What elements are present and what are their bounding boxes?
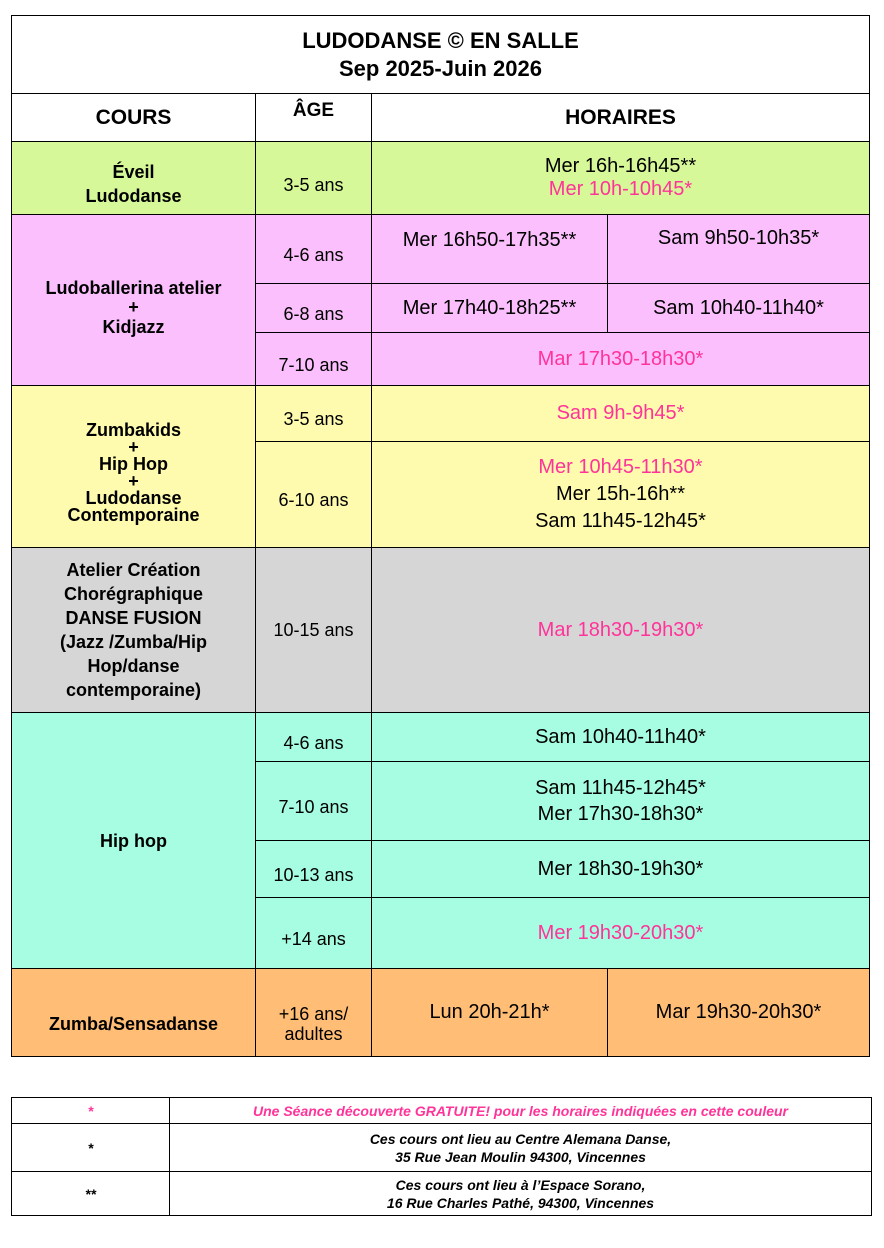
course-eveil-line1: Éveil [112, 162, 155, 182]
schedule-cell: Sam 9h50-10h35* [608, 215, 870, 284]
age-cell: 6-10 ans [256, 442, 372, 548]
course-ballerina-line1: Ludoballerina atelier [45, 277, 222, 298]
age-cell: 3-5 ans [256, 142, 372, 215]
schedule-cell-free: Sam 9h-9h45* [372, 386, 870, 442]
schedule-cell: Sam 10h40-11h40* [608, 284, 870, 333]
schedule-cell-free: Mer 19h30-20h30* [372, 898, 870, 969]
title-line1: LUDODANSE © EN SALLE [302, 27, 579, 53]
course-atelier-line5: Hop/danse [87, 656, 180, 676]
course-atelier-line3: DANSE FUSION [65, 608, 202, 628]
age-cell: 3-5 ans [256, 386, 372, 442]
age-cell: 6-8 ans [256, 284, 372, 333]
legend-symbol: ** [12, 1172, 170, 1216]
legend-row-sorano [12, 1172, 872, 1216]
course-atelier-line6: contemporaine) [65, 680, 202, 700]
course-hiphop: Hip hop [12, 713, 256, 969]
legend-symbol: * [12, 1124, 170, 1172]
legend-line: Ces cours ont lieu au Centre Alemana Danse, [369, 1130, 672, 1147]
age-cell: 10-13 ans [256, 841, 372, 898]
course-zumbakids [12, 386, 256, 548]
course-zumba: Zumba/Sensadanse [12, 969, 256, 1057]
schedule-title [12, 16, 870, 94]
course-zumbakids-line1: Zumbakids [85, 419, 182, 440]
course-eveil-line2: Ludodanse [85, 186, 182, 206]
course-zumbakids-line3: Ludodanse [85, 487, 182, 508]
legend-line: Ces cours ont lieu à l’Espace Sorano, [395, 1176, 646, 1193]
header-cours: COURS [12, 94, 256, 142]
schedule-cell: Mar 19h30-20h30* [608, 969, 870, 1057]
legend-text [170, 1124, 872, 1172]
title-line2: Sep 2025-Juin 2026 [338, 55, 542, 81]
schedule-cell: Sam 10h40-11h40* [372, 713, 870, 762]
course-zumbakids-line2: Hip Hop [99, 453, 168, 474]
course-atelier-line1: Atelier Création [66, 560, 201, 580]
schedule-table [11, 15, 870, 1057]
slot-text-free: Mer 10h45-11h30* [538, 456, 703, 478]
course-zumbakids-line4: Contemporaine [67, 504, 200, 525]
course-atelier-line4: (Jazz /Zumba/Hip [59, 632, 207, 652]
plus-sign: + [128, 470, 139, 491]
schedule-cell: Mer 16h50-17h35** [372, 215, 608, 284]
row-atelier [12, 548, 870, 713]
row-zumba [12, 969, 870, 1057]
schedule-cell [372, 442, 870, 548]
legend-line: 16 Rue Charles Pathé, 94300, Vincennes [386, 1194, 655, 1211]
slot-text: Mer 15h-16h** [556, 483, 685, 505]
age-line2: adultes [284, 1023, 343, 1044]
legend-row-alemana [12, 1124, 872, 1172]
age-cell: 7-10 ans [256, 333, 372, 386]
schedule-cell: Lun 20h-21h* [372, 969, 608, 1057]
slot-text-free: Mer 10h-10h45* [548, 178, 693, 200]
age-line1: +16 ans/ [278, 1003, 349, 1024]
slot-text: Mer 16h-16h45** [544, 155, 697, 177]
age-cell [256, 969, 372, 1057]
row-ballerina-1 [12, 215, 870, 284]
age-cell: 7-10 ans [256, 762, 372, 841]
schedule-cell [372, 762, 870, 841]
schedule-cell: Mer 18h30-19h30* [372, 841, 870, 898]
legend-text: Une Séance découverte GRATUITE! pour les horaires indiquées en cette couleur [170, 1098, 872, 1124]
plus-sign: + [128, 436, 139, 457]
schedule-cell [372, 142, 870, 215]
legend-row-free [12, 1098, 872, 1124]
course-atelier-line2: Chorégraphique [63, 584, 203, 604]
legend-symbol: * [12, 1098, 170, 1124]
slot-text: Sam 11h45-12h45* [535, 510, 706, 532]
header-horaires: HORAIRES [372, 94, 870, 142]
row-hiphop-1 [12, 713, 870, 762]
age-cell: +14 ans [256, 898, 372, 969]
legend-table [11, 1097, 872, 1216]
schedule-cell-free: Mar 18h30-19h30* [372, 548, 870, 713]
legend-text [170, 1172, 872, 1216]
age-cell: 4-6 ans [256, 713, 372, 762]
course-ballerina-line2: Kidjazz [102, 316, 165, 337]
schedule-cell: Mer 17h40-18h25** [372, 284, 608, 333]
age-cell: 4-6 ans [256, 215, 372, 284]
course-eveil [12, 142, 256, 215]
header-age: ÂGE [256, 94, 372, 142]
course-ballerina [12, 215, 256, 386]
age-cell: 10-15 ans [256, 548, 372, 713]
legend-line: 35 Rue Jean Moulin 94300, Vincennes [395, 1148, 646, 1165]
course-atelier [12, 548, 256, 713]
row-eveil [12, 142, 870, 215]
schedule-cell-free: Mar 17h30-18h30* [372, 333, 870, 386]
slot-text: Sam 11h45-12h45* [535, 777, 706, 799]
row-zumbakids-1 [12, 386, 870, 442]
slot-text: Mer 17h30-18h30* [537, 803, 704, 825]
plus-sign: + [128, 296, 139, 317]
